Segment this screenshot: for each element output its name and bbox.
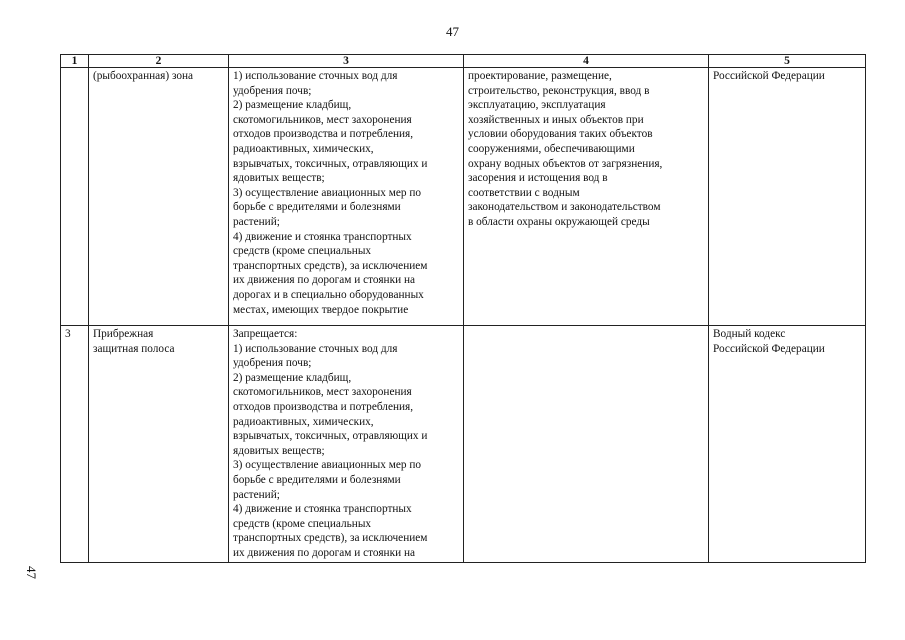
allowed-activities-cell — [464, 326, 709, 563]
legal-basis-cell — [709, 326, 866, 563]
text-line: Российской Федерации — [713, 342, 825, 355]
text-line: транспортных средств), за исключением — [233, 532, 428, 545]
zone-name-cell — [89, 68, 229, 326]
column-header-5: 5 — [709, 55, 866, 68]
text-line: условии оборудования таких объектов — [468, 128, 653, 141]
restrictions-cell — [229, 68, 464, 326]
text-line: взрывчатых, токсичных, отравляющих и — [233, 157, 428, 170]
text-line: растений; — [233, 215, 280, 228]
table-header-row — [61, 55, 866, 68]
text-line: соответствии с водным — [468, 186, 580, 199]
text-line: 3) осуществление авиационных мер по — [233, 186, 422, 199]
table-row — [61, 68, 866, 326]
text-line: транспортных средств), за исключением — [233, 259, 428, 272]
text-line: засорения и истощения вод в — [468, 172, 608, 185]
text-line: сооружениями, обеспечивающими — [468, 142, 635, 155]
text-line: скотомогильников, мест захоронения — [233, 386, 412, 399]
restrictions-cell — [229, 326, 464, 563]
text-line: 3) осуществление авиационных мер по — [233, 459, 422, 472]
text-line: 2) размещение кладбищ, — [233, 99, 352, 112]
text-line: законодательством и законодательством — [468, 201, 661, 214]
text-line: местах, имеющих твердое покрытие — [233, 303, 409, 316]
text-line: ядовитых веществ; — [233, 444, 325, 457]
text-line: скотомогильников, мест захоронения — [233, 113, 412, 126]
text-line: в области охраны окружающей среды — [468, 215, 650, 228]
zone-name-cell — [89, 326, 229, 563]
regulations-table — [60, 54, 866, 563]
page-number: 47 — [446, 24, 459, 39]
column-header-2: 2 — [89, 55, 229, 68]
text-line: удобрения почв; — [233, 84, 312, 97]
text-line: удобрения почв; — [233, 357, 312, 370]
text-line: строительство, реконструкция, ввод в — [468, 84, 650, 97]
row-number-cell — [61, 68, 89, 326]
text-line: (рыбоохранная) зона — [93, 70, 194, 82]
text-line: 4) движение и стоянка транспортных — [233, 230, 412, 243]
text-line: ядовитых веществ; — [233, 172, 325, 185]
side-page-number: 47 — [24, 566, 39, 579]
text-line: 1) использование сточных вод для — [233, 70, 398, 82]
text-line: проектирование, размещение, — [468, 70, 612, 82]
legal-basis-cell — [709, 68, 866, 326]
text-line: Водный кодекс — [713, 328, 786, 340]
text-line: охрану водных объектов от загрязнения, — [468, 157, 663, 170]
text-line: 2) размещение кладбищ, — [233, 371, 352, 384]
text-line: отходов производства и потребления, — [233, 128, 414, 141]
text-line: растений; — [233, 488, 280, 501]
text-line: 1) использование сточных вод для — [233, 342, 398, 355]
table-row — [61, 326, 866, 563]
text-line: борьбе с вредителями и болезнями — [233, 473, 401, 486]
text-line: радиоактивных, химических, — [233, 142, 374, 155]
text-line: дорогах и в специально оборудованных — [233, 288, 424, 301]
text-line: защитная полоса — [93, 342, 175, 355]
text-line: эксплуатацию, эксплуатация — [468, 99, 606, 112]
text-line: Российской Федерации — [713, 70, 825, 82]
text-line: их движения по дорогам и стоянки на — [233, 274, 416, 287]
text-line: отходов производства и потребления, — [233, 400, 414, 413]
text-line: средств (кроме специальных — [233, 245, 372, 258]
text-line: хозяйственных и иных объектов при — [468, 113, 644, 126]
text-line: радиоактивных, химических, — [233, 415, 374, 428]
column-header-3: 3 — [229, 55, 464, 68]
row-number-cell: 3 — [61, 326, 89, 563]
text-line: 4) движение и стоянка транспортных — [233, 503, 412, 516]
allowed-activities-cell — [464, 68, 709, 326]
text-line: Запрещается: — [233, 328, 298, 340]
column-header-1: 1 — [61, 55, 89, 68]
text-line: их движения по дорогам и стоянки на — [233, 546, 416, 559]
text-line: Прибрежная — [93, 328, 154, 340]
text-line: борьбе с вредителями и болезнями — [233, 201, 401, 214]
text-line: средств (кроме специальных — [233, 517, 372, 530]
column-header-4: 4 — [464, 55, 709, 68]
text-line: взрывчатых, токсичных, отравляющих и — [233, 430, 428, 443]
